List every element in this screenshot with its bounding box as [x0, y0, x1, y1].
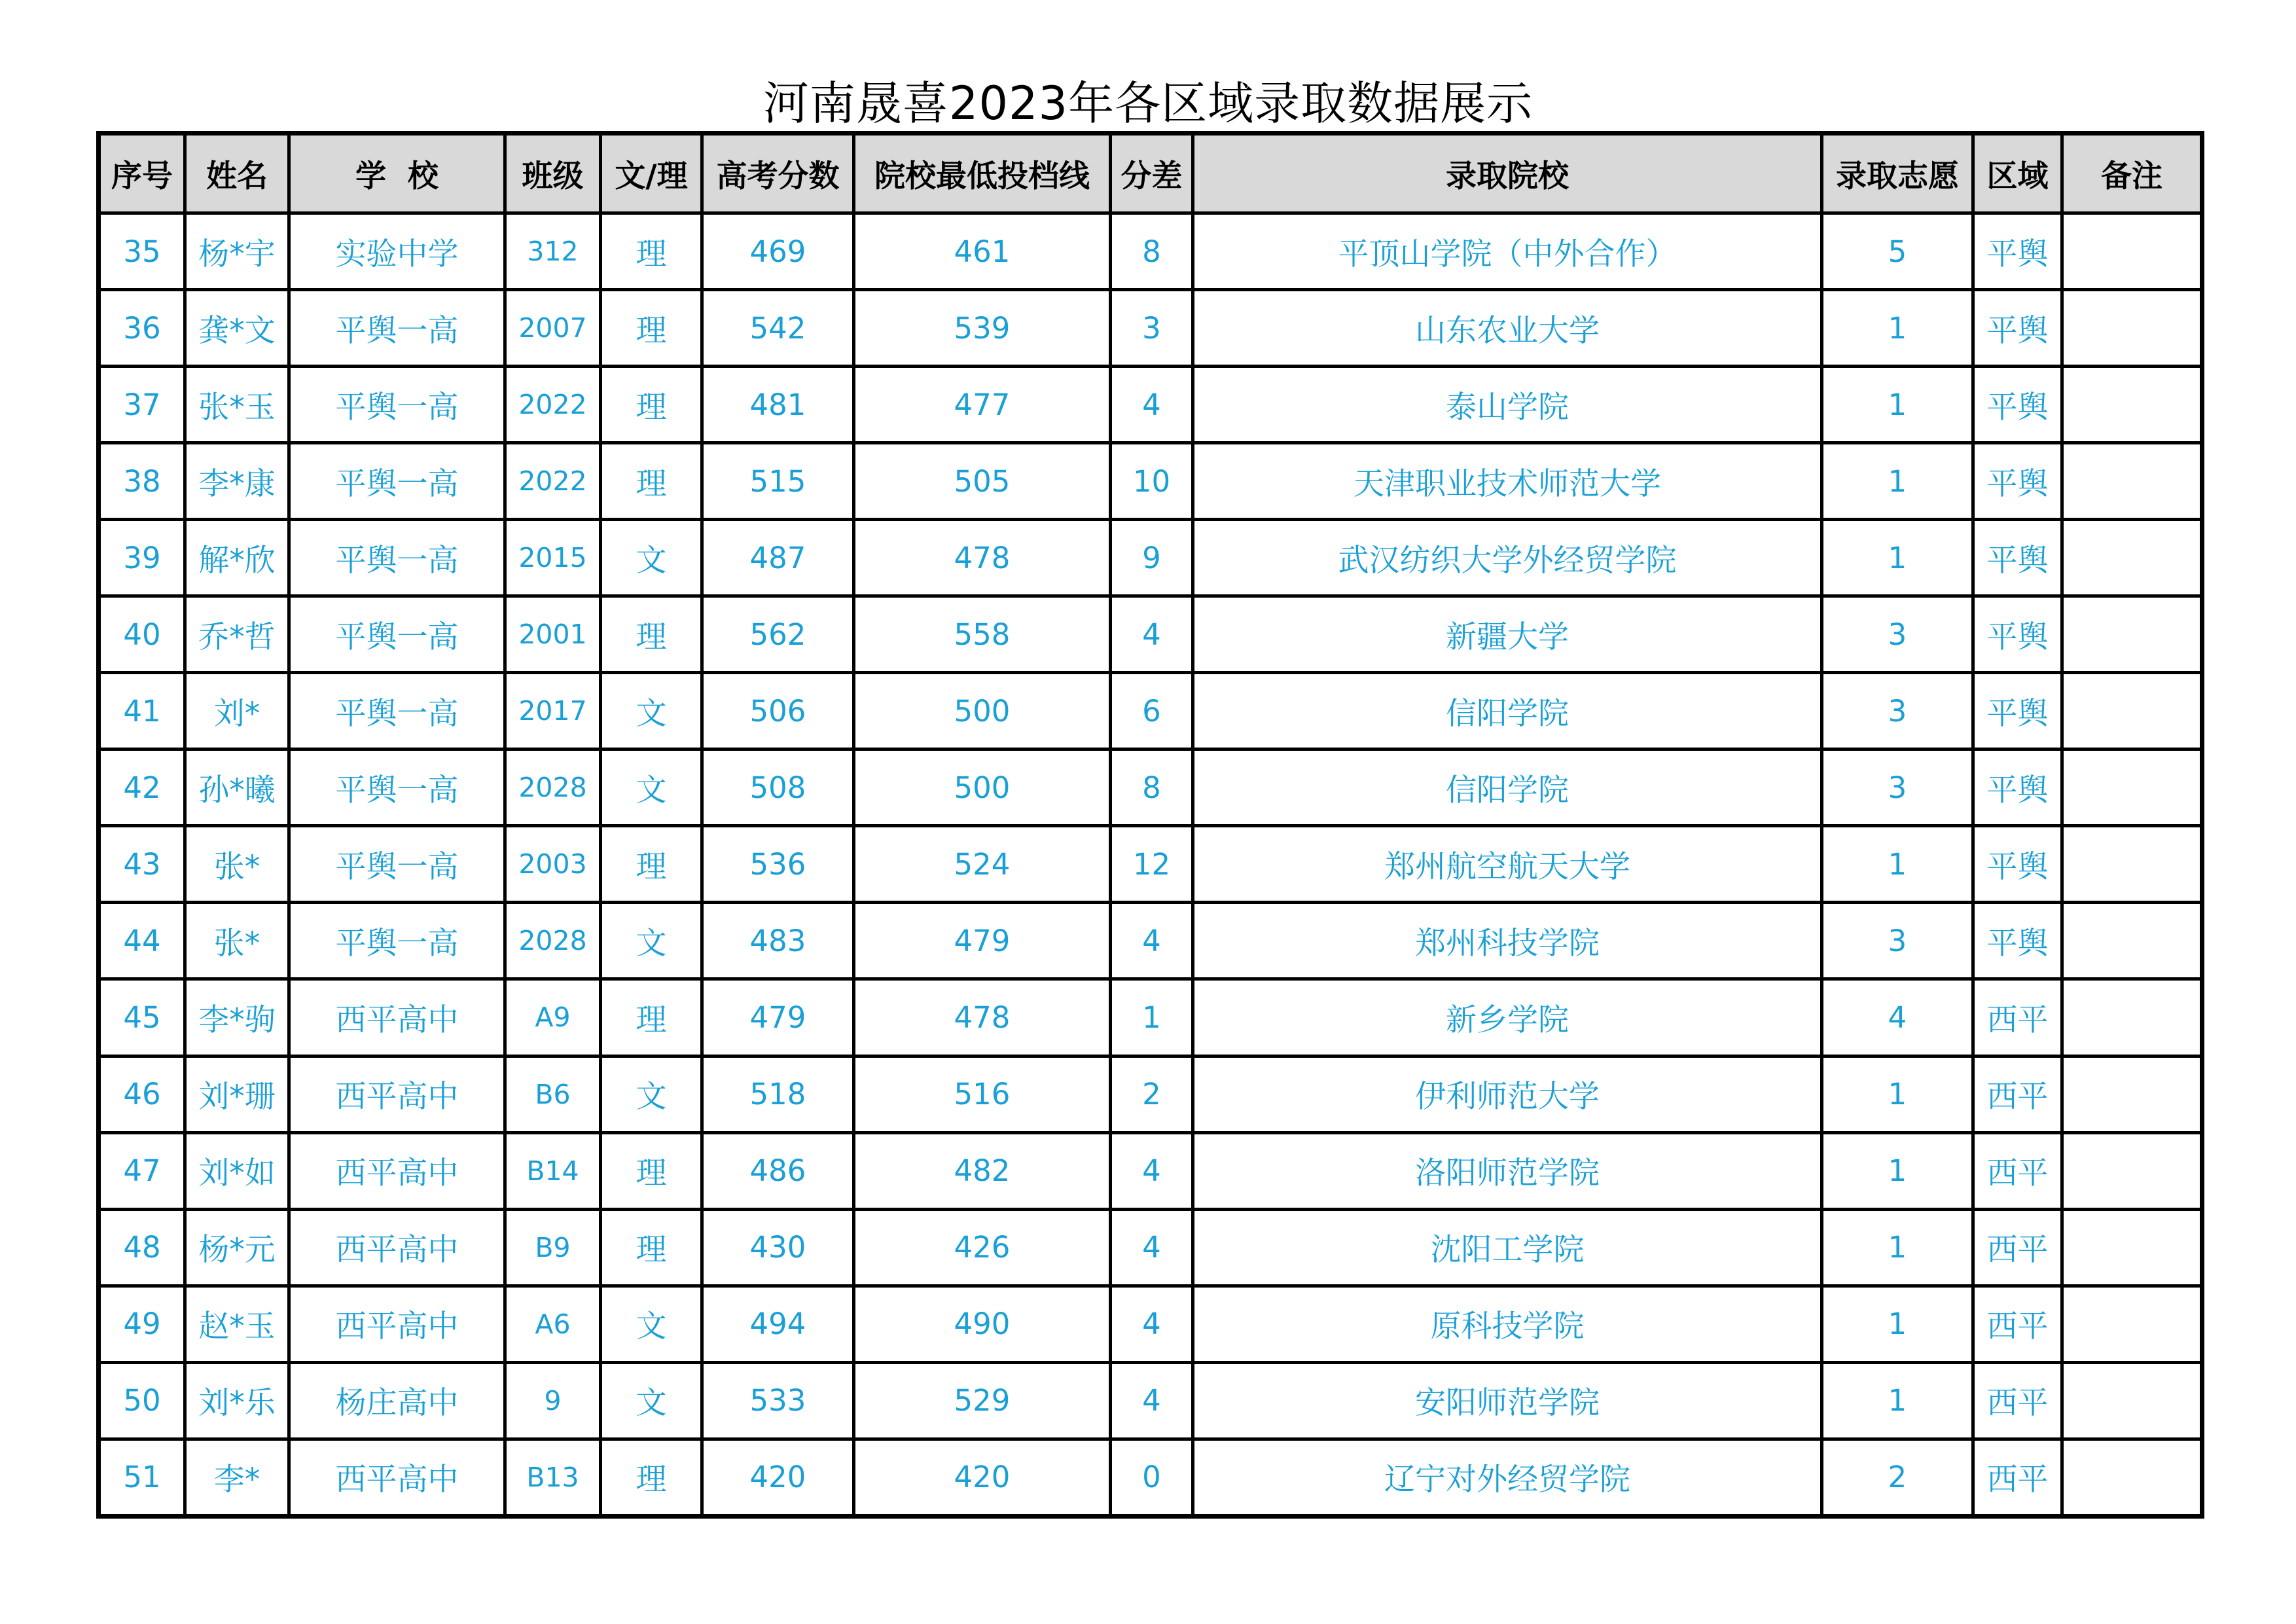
cell-admitted-college: 信阳学院 — [1193, 673, 1822, 749]
cell-name: 张* — [185, 826, 289, 903]
cell-min-line: 529 — [854, 1362, 1111, 1439]
cell-choice: 1 — [1822, 1132, 1973, 1209]
cell-notes — [2062, 749, 2202, 826]
cell-diff: 4 — [1111, 1286, 1193, 1362]
header-school: 学 校 — [289, 134, 505, 213]
cell-notes — [2062, 673, 2202, 749]
cell-class: 2017 — [505, 673, 601, 749]
cell-class: 2007 — [505, 290, 601, 367]
cell-track: 文 — [601, 1056, 702, 1132]
cell-choice: 4 — [1822, 979, 1973, 1056]
cell-seq: 41 — [99, 673, 185, 749]
cell-score: 494 — [702, 1286, 854, 1362]
cell-name: 刘*乐 — [185, 1362, 289, 1439]
cell-class: A9 — [505, 979, 601, 1056]
cell-diff: 3 — [1111, 290, 1193, 367]
table-row — [99, 596, 2202, 673]
page-title: 河南晟喜2023年各区域录取数据展示 — [762, 77, 1534, 130]
header-admitted-college: 录取院校 — [1193, 134, 1822, 213]
cell-min-line: 478 — [854, 979, 1111, 1056]
cell-track: 理 — [601, 1132, 702, 1209]
cell-name: 刘*如 — [185, 1132, 289, 1209]
cell-min-line: 505 — [854, 443, 1111, 520]
cell-admitted-college: 新乡学院 — [1193, 979, 1822, 1056]
table-row — [99, 1362, 2202, 1439]
cell-class: 2028 — [505, 749, 601, 826]
cell-school: 平舆一高 — [289, 367, 505, 443]
cell-min-line: 477 — [854, 367, 1111, 443]
cell-track: 理 — [601, 290, 702, 367]
cell-admitted-college: 天津职业技术师范大学 — [1193, 443, 1822, 520]
cell-track: 文 — [601, 749, 702, 826]
cell-min-line: 426 — [854, 1209, 1111, 1286]
cell-school: 平舆一高 — [289, 443, 505, 520]
cell-score: 542 — [702, 290, 854, 367]
cell-class: 2003 — [505, 826, 601, 903]
cell-score: 487 — [702, 520, 854, 596]
cell-seq: 44 — [99, 903, 185, 979]
cell-diff: 1 — [1111, 979, 1193, 1056]
table-row — [99, 213, 2202, 290]
cell-seq: 36 — [99, 290, 185, 367]
cell-seq: 46 — [99, 1056, 185, 1132]
table-row — [99, 979, 2202, 1056]
cell-admitted-college: 山东农业大学 — [1193, 290, 1822, 367]
cell-region: 西平 — [1973, 979, 2062, 1056]
cell-notes — [2062, 826, 2202, 903]
cell-diff: 4 — [1111, 1362, 1193, 1439]
table-row — [99, 826, 2202, 903]
cell-region: 平舆 — [1973, 596, 2062, 673]
cell-class: 2028 — [505, 903, 601, 979]
cell-admitted-college: 原科技学院 — [1193, 1286, 1822, 1362]
header-track: 文/理 — [601, 134, 702, 213]
cell-name: 李*康 — [185, 443, 289, 520]
cell-admitted-college: 安阳师范学院 — [1193, 1362, 1822, 1439]
cell-score: 479 — [702, 979, 854, 1056]
cell-track: 文 — [601, 673, 702, 749]
cell-notes — [2062, 1362, 2202, 1439]
cell-diff: 4 — [1111, 1132, 1193, 1209]
cell-diff: 4 — [1111, 903, 1193, 979]
cell-admitted-college: 郑州科技学院 — [1193, 903, 1822, 979]
cell-name: 张*玉 — [185, 367, 289, 443]
cell-notes — [2062, 213, 2202, 290]
cell-choice: 1 — [1822, 443, 1973, 520]
cell-name: 解*欣 — [185, 520, 289, 596]
cell-notes — [2062, 443, 2202, 520]
cell-min-line: 500 — [854, 749, 1111, 826]
cell-admitted-college: 伊利师范大学 — [1193, 1056, 1822, 1132]
cell-diff: 6 — [1111, 673, 1193, 749]
cell-score: 506 — [702, 673, 854, 749]
cell-name: 杨*宇 — [185, 213, 289, 290]
cell-choice: 2 — [1822, 1439, 1973, 1516]
cell-notes — [2062, 1056, 2202, 1132]
cell-track: 理 — [601, 213, 702, 290]
cell-name: 李*驹 — [185, 979, 289, 1056]
table-row — [99, 290, 2202, 367]
cell-seq: 47 — [99, 1132, 185, 1209]
cell-score: 536 — [702, 826, 854, 903]
cell-score: 508 — [702, 749, 854, 826]
cell-school: 平舆一高 — [289, 673, 505, 749]
cell-choice: 1 — [1822, 1362, 1973, 1439]
cell-class: 2022 — [505, 367, 601, 443]
cell-region: 西平 — [1973, 1056, 2062, 1132]
header-region: 区域 — [1973, 134, 2062, 213]
cell-choice: 1 — [1822, 290, 1973, 367]
header-name: 姓名 — [185, 134, 289, 213]
cell-choice: 1 — [1822, 367, 1973, 443]
header-diff: 分差 — [1111, 134, 1193, 213]
cell-score: 486 — [702, 1132, 854, 1209]
cell-track: 理 — [601, 1439, 702, 1516]
cell-diff: 10 — [1111, 443, 1193, 520]
cell-track: 理 — [601, 367, 702, 443]
cell-min-line: 482 — [854, 1132, 1111, 1209]
cell-class: B6 — [505, 1056, 601, 1132]
cell-track: 理 — [601, 443, 702, 520]
cell-choice: 1 — [1822, 520, 1973, 596]
cell-admitted-college: 新疆大学 — [1193, 596, 1822, 673]
cell-min-line: 558 — [854, 596, 1111, 673]
cell-score: 483 — [702, 903, 854, 979]
cell-region: 平舆 — [1973, 826, 2062, 903]
cell-score: 481 — [702, 367, 854, 443]
cell-choice: 1 — [1822, 1286, 1973, 1362]
cell-region: 西平 — [1973, 1362, 2062, 1439]
table-body — [99, 213, 2202, 1517]
cell-choice: 1 — [1822, 1056, 1973, 1132]
cell-class: A6 — [505, 1286, 601, 1362]
cell-class: B13 — [505, 1439, 601, 1516]
cell-min-line: 478 — [854, 520, 1111, 596]
cell-diff: 2 — [1111, 1056, 1193, 1132]
cell-diff: 8 — [1111, 749, 1193, 826]
cell-class: 2015 — [505, 520, 601, 596]
table-row — [99, 520, 2202, 596]
cell-diff: 12 — [1111, 826, 1193, 903]
cell-admitted-college: 平顶山学院（中外合作） — [1193, 213, 1822, 290]
cell-school: 西平高中 — [289, 1132, 505, 1209]
header-row — [99, 134, 2202, 213]
header-seq: 序号 — [99, 134, 185, 213]
cell-score: 515 — [702, 443, 854, 520]
cell-score: 518 — [702, 1056, 854, 1132]
cell-class: B14 — [505, 1132, 601, 1209]
cell-admitted-college: 郑州航空航天大学 — [1193, 826, 1822, 903]
cell-class: 2022 — [505, 443, 601, 520]
cell-school: 实验中学 — [289, 213, 505, 290]
cell-notes — [2062, 1439, 2202, 1516]
cell-choice: 3 — [1822, 596, 1973, 673]
cell-choice: 3 — [1822, 903, 1973, 979]
cell-school: 杨庄高中 — [289, 1362, 505, 1439]
cell-name: 杨*元 — [185, 1209, 289, 1286]
table-row — [99, 673, 2202, 749]
cell-seq: 42 — [99, 749, 185, 826]
table-row — [99, 1209, 2202, 1286]
cell-min-line: 524 — [854, 826, 1111, 903]
cell-track: 理 — [601, 826, 702, 903]
cell-school: 西平高中 — [289, 1286, 505, 1362]
cell-seq: 38 — [99, 443, 185, 520]
cell-score: 562 — [702, 596, 854, 673]
cell-min-line: 420 — [854, 1439, 1111, 1516]
cell-notes — [2062, 596, 2202, 673]
cell-notes — [2062, 979, 2202, 1056]
cell-school: 西平高中 — [289, 1209, 505, 1286]
cell-name: 乔*哲 — [185, 596, 289, 673]
cell-min-line: 539 — [854, 290, 1111, 367]
cell-seq: 49 — [99, 1286, 185, 1362]
cell-region: 平舆 — [1973, 443, 2062, 520]
cell-school: 平舆一高 — [289, 520, 505, 596]
cell-seq: 37 — [99, 367, 185, 443]
cell-choice: 1 — [1822, 1209, 1973, 1286]
table-row — [99, 1132, 2202, 1209]
cell-seq: 45 — [99, 979, 185, 1056]
cell-class: B9 — [505, 1209, 601, 1286]
cell-region: 平舆 — [1973, 367, 2062, 443]
header-choice: 录取志愿 — [1822, 134, 1973, 213]
cell-region: 西平 — [1973, 1286, 2062, 1362]
cell-track: 理 — [601, 596, 702, 673]
cell-name: 龚*文 — [185, 290, 289, 367]
cell-seq: 39 — [99, 520, 185, 596]
cell-notes — [2062, 367, 2202, 443]
cell-school: 西平高中 — [289, 1439, 505, 1516]
cell-seq: 50 — [99, 1362, 185, 1439]
cell-class: 312 — [505, 213, 601, 290]
cell-diff: 9 — [1111, 520, 1193, 596]
cell-admitted-college: 沈阳工学院 — [1193, 1209, 1822, 1286]
cell-region: 平舆 — [1973, 520, 2062, 596]
table-row — [99, 749, 2202, 826]
cell-school: 平舆一高 — [289, 903, 505, 979]
cell-name: 孙*曦 — [185, 749, 289, 826]
cell-choice: 3 — [1822, 749, 1973, 826]
cell-region: 平舆 — [1973, 290, 2062, 367]
cell-name: 刘* — [185, 673, 289, 749]
cell-score: 533 — [702, 1362, 854, 1439]
cell-region: 平舆 — [1973, 749, 2062, 826]
cell-track: 文 — [601, 1286, 702, 1362]
cell-region: 平舆 — [1973, 213, 2062, 290]
cell-notes — [2062, 903, 2202, 979]
cell-choice: 5 — [1822, 213, 1973, 290]
cell-region: 西平 — [1973, 1132, 2062, 1209]
cell-score: 469 — [702, 213, 854, 290]
cell-notes — [2062, 1286, 2202, 1362]
admissions-table — [96, 131, 2204, 1519]
cell-min-line: 479 — [854, 903, 1111, 979]
header-notes: 备注 — [2062, 134, 2202, 213]
table-row — [99, 1439, 2202, 1516]
cell-seq: 35 — [99, 213, 185, 290]
cell-name: 刘*珊 — [185, 1056, 289, 1132]
cell-school: 西平高中 — [289, 1056, 505, 1132]
cell-track: 文 — [601, 903, 702, 979]
cell-notes — [2062, 520, 2202, 596]
cell-seq: 43 — [99, 826, 185, 903]
cell-region: 平舆 — [1973, 903, 2062, 979]
cell-notes — [2062, 1132, 2202, 1209]
cell-seq: 51 — [99, 1439, 185, 1516]
table-row — [99, 903, 2202, 979]
cell-school: 平舆一高 — [289, 596, 505, 673]
cell-min-line: 500 — [854, 673, 1111, 749]
cell-class: 9 — [505, 1362, 601, 1439]
cell-admitted-college: 泰山学院 — [1193, 367, 1822, 443]
cell-school: 西平高中 — [289, 979, 505, 1056]
cell-min-line: 516 — [854, 1056, 1111, 1132]
table-row — [99, 1286, 2202, 1362]
cell-school: 平舆一高 — [289, 290, 505, 367]
cell-region: 西平 — [1973, 1209, 2062, 1286]
cell-class: 2001 — [505, 596, 601, 673]
cell-name: 张* — [185, 903, 289, 979]
table-row — [99, 367, 2202, 443]
cell-school: 平舆一高 — [289, 826, 505, 903]
cell-admitted-college: 武汉纺织大学外经贸学院 — [1193, 520, 1822, 596]
cell-region: 平舆 — [1973, 673, 2062, 749]
cell-school: 平舆一高 — [289, 749, 505, 826]
cell-score: 430 — [702, 1209, 854, 1286]
header-score: 高考分数 — [702, 134, 854, 213]
cell-min-line: 461 — [854, 213, 1111, 290]
cell-name: 李* — [185, 1439, 289, 1516]
cell-diff: 4 — [1111, 1209, 1193, 1286]
cell-diff: 0 — [1111, 1439, 1193, 1516]
cell-notes — [2062, 1209, 2202, 1286]
table-row — [99, 1056, 2202, 1132]
cell-region: 西平 — [1973, 1439, 2062, 1516]
header-min-line: 院校最低投档线 — [854, 134, 1111, 213]
cell-admitted-college: 信阳学院 — [1193, 749, 1822, 826]
cell-score: 420 — [702, 1439, 854, 1516]
cell-seq: 40 — [99, 596, 185, 673]
cell-choice: 1 — [1822, 826, 1973, 903]
cell-track: 理 — [601, 1209, 702, 1286]
cell-name: 赵*玉 — [185, 1286, 289, 1362]
cell-admitted-college: 辽宁对外经贸学院 — [1193, 1439, 1822, 1516]
header-class: 班级 — [505, 134, 601, 213]
cell-admitted-college: 洛阳师范学院 — [1193, 1132, 1822, 1209]
cell-diff: 8 — [1111, 213, 1193, 290]
cell-notes — [2062, 290, 2202, 367]
cell-diff: 4 — [1111, 596, 1193, 673]
cell-track: 文 — [601, 1362, 702, 1439]
cell-seq: 48 — [99, 1209, 185, 1286]
cell-choice: 3 — [1822, 673, 1973, 749]
table-row — [99, 443, 2202, 520]
cell-min-line: 490 — [854, 1286, 1111, 1362]
cell-diff: 4 — [1111, 367, 1193, 443]
cell-track: 文 — [601, 520, 702, 596]
cell-track: 理 — [601, 979, 702, 1056]
